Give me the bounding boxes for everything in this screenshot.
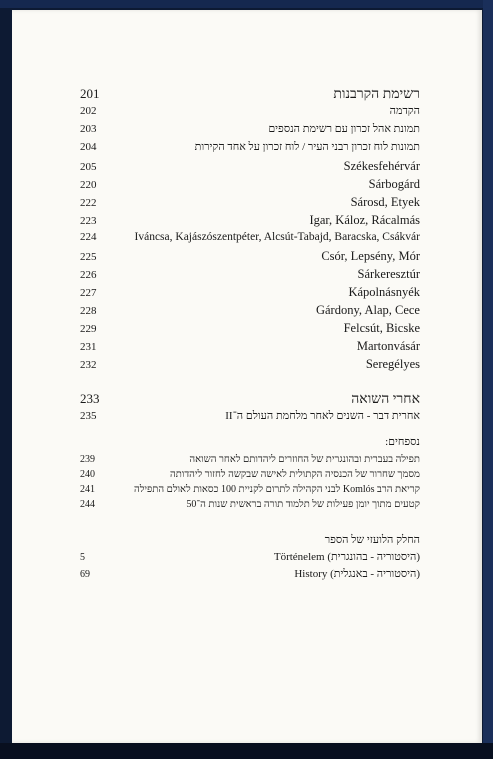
- entry-title: Gárdony, Alap, Cece: [315, 303, 420, 317]
- toc-entry: [80, 159, 420, 174]
- toc-entry: [80, 321, 420, 336]
- page-number: 226: [80, 269, 97, 281]
- entry-title: Sárbogárd: [368, 177, 420, 191]
- entry-title: תפילה בעברית ובהונגרית של החוזרים ליהדותם לאחר השואה: [189, 454, 420, 465]
- entry-title: תמונת אהל זכרון עם רשימת הנספים: [268, 123, 420, 135]
- page-number: 228: [80, 305, 97, 317]
- toc-section-heading-victims-list: [80, 86, 420, 103]
- page-number: 231: [80, 341, 97, 353]
- entry-title: Felcsút, Bicske: [343, 321, 420, 335]
- entry-title: קריאת הרב Komlós לבני הקהילה לתרום לקניית 100 כסאות לאולם התפילה: [133, 484, 420, 495]
- book-page: [12, 10, 482, 743]
- entry-title: Martonvásár: [356, 339, 420, 353]
- page-number: 223: [80, 215, 97, 227]
- page-number: 241: [80, 484, 95, 495]
- page-number: 240: [80, 469, 95, 480]
- toc-entry: [80, 285, 420, 300]
- entry-title: Seregélyes: [365, 357, 420, 371]
- toc-entry: [80, 213, 420, 228]
- page-number: 233: [80, 391, 100, 406]
- page-number: 232: [80, 359, 97, 371]
- entry-title: Igar, Káloz, Rácalmás: [309, 213, 420, 227]
- entry-title: מסמך שחרור של הכנסיה הקתולית לאישה שבקשה לחזור ליהדותה: [169, 469, 420, 480]
- toc-entry: [80, 551, 420, 563]
- toc-entry: [80, 469, 420, 480]
- page-number: 239: [80, 454, 95, 465]
- toc-entry: [80, 195, 420, 210]
- page-number: 224: [80, 231, 97, 243]
- toc-entry: [80, 454, 420, 465]
- toc-entry: [80, 499, 420, 510]
- page-number: 203: [80, 123, 97, 135]
- entry-title: Sárkeresztúr: [357, 267, 420, 281]
- page-number: 235: [80, 410, 97, 422]
- book-cover-right-edge: [483, 0, 493, 759]
- toc-entry: [80, 141, 420, 153]
- toc-entry: [80, 568, 420, 580]
- toc-entry: [80, 249, 420, 264]
- book-cover-bottom-edge: [0, 743, 493, 759]
- toc-entry: [80, 339, 420, 354]
- toc-entry: [80, 357, 420, 372]
- toc-entry: [80, 123, 420, 135]
- table-of-contents: [12, 10, 482, 743]
- section-title: אחרי השואה: [351, 392, 420, 407]
- page-number: 225: [80, 251, 97, 263]
- entry-title: Iváncsa, Kajászószentpéter, Alcsút-Tabajd, Baracska, Csákvár: [134, 231, 420, 243]
- section-title: רשימת הקרבנות: [333, 87, 420, 102]
- page-number: 5: [80, 552, 85, 563]
- toc-entry: [80, 231, 420, 243]
- toc-section-heading-after-holocaust: [80, 391, 420, 408]
- entry-title: הקדמה: [389, 105, 420, 117]
- entry-title: תמונות לוח זכרון רבני העיר / לוח זכרון על אחד הקירות: [194, 141, 420, 153]
- page-number: 204: [80, 141, 97, 153]
- page-number: 244: [80, 499, 95, 510]
- foreign-part-label: החלק הלועזי של הספר: [324, 534, 420, 546]
- entry-title: אחרית דבר - השנים לאחר מלחמת העולם ה־II: [225, 410, 420, 422]
- toc-entry: [80, 303, 420, 318]
- page-number: 69: [80, 569, 90, 580]
- toc-entry: [80, 410, 420, 422]
- entry-title: קטעים מתוך יומן פעילות של תלמוד תורה בראשית שנות ה־50: [186, 499, 420, 510]
- entry-title: Székesfehérvár: [343, 159, 420, 173]
- book-cover-top-edge: [0, 0, 493, 8]
- page-number: 222: [80, 197, 97, 209]
- toc-entry: [80, 267, 420, 282]
- page-number: 201: [80, 86, 100, 101]
- page-number: 220: [80, 179, 97, 191]
- toc-entry: [80, 484, 420, 495]
- page-number: 227: [80, 287, 97, 299]
- toc-entry: [80, 177, 420, 192]
- entry-title: Csór, Lepsény, Mór: [321, 249, 420, 263]
- entry-title: (היסטוריה - באנגלית) History: [294, 568, 420, 580]
- page-number: 229: [80, 323, 97, 335]
- page-number: 205: [80, 161, 97, 173]
- appendices-label: נספחים:: [385, 436, 420, 448]
- page-number: 202: [80, 105, 97, 117]
- entry-title: Sárosd, Etyek: [350, 195, 420, 209]
- toc-entry: [80, 105, 420, 117]
- entry-title: (היסטוריה - בהונגרית) Történelem: [273, 551, 420, 563]
- entry-title: Kápolnásnyék: [348, 285, 420, 299]
